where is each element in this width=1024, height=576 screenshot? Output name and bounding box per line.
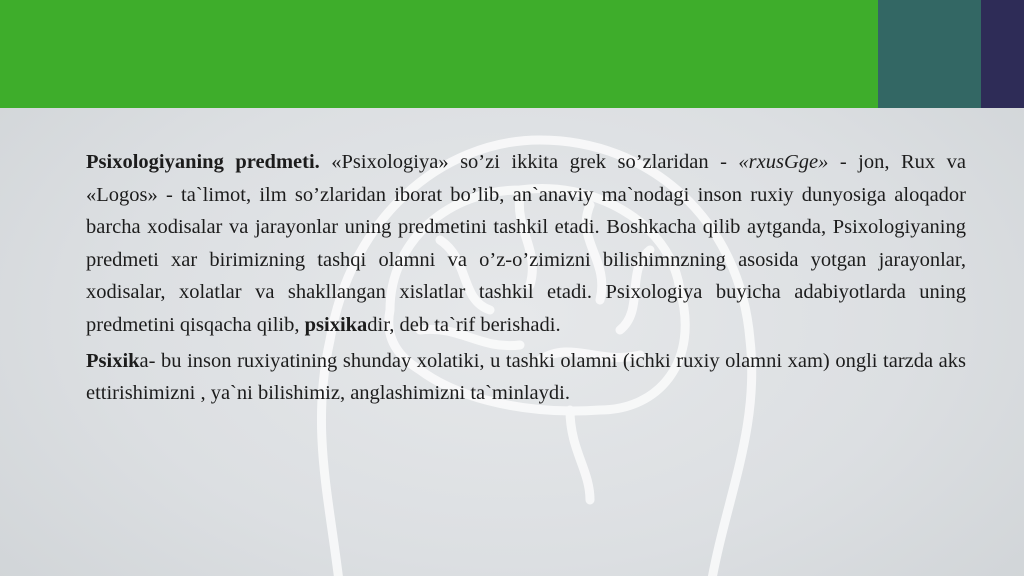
paragraph1-text-a: «Psixologiya» so’zi ikkita grek so’zlaridan - <box>319 151 739 173</box>
paragraph2-text: a- bu inson ruxiyatining shunday xolatiki, u tashki olamni (ichki ruxiy olamni xam) ongli tarzda aks ettirishimizni , ya`ni bilishimiz, anglashimizni ta`minlaydi. <box>86 349 966 405</box>
greek-term: «rxusGge» <box>738 151 829 173</box>
paragraph-definition <box>86 345 966 410</box>
definition-heading: Psixik <box>86 349 140 372</box>
subject-heading: Psixologiyaning predmeti. <box>86 151 320 173</box>
paragraph-subject <box>86 146 966 342</box>
content-text <box>86 146 966 410</box>
psixika-term: psixika <box>304 313 368 336</box>
header-teal-block <box>878 0 981 108</box>
header-navy-block <box>981 0 1024 108</box>
paragraph1-text-c: dir, deb ta`rif berishadi. <box>367 313 561 336</box>
paragraph1-text-b: - jon, Rux va «Logos» - ta`limot, ilm so’zlaridan iborat bo’lib, an`anaviy ma`nodagi inson ruxiy dunyosiga aloqador barcha xodisalar va jarayonlar uning predmetini tashkil etadi. Boshkacha qilib aytganda, Psixologiyaning predmeti xar birimizning tashqi olamni va o’z-o’zimizni bilishimnzning asosida yotgan jarayonlar, xodisalar, xolatlar va shakllangan xislatlar tashkil etadi. Psixologiya buyicha adabiyotlarda uning predmetini qisqacha qilib, <box>86 151 966 336</box>
